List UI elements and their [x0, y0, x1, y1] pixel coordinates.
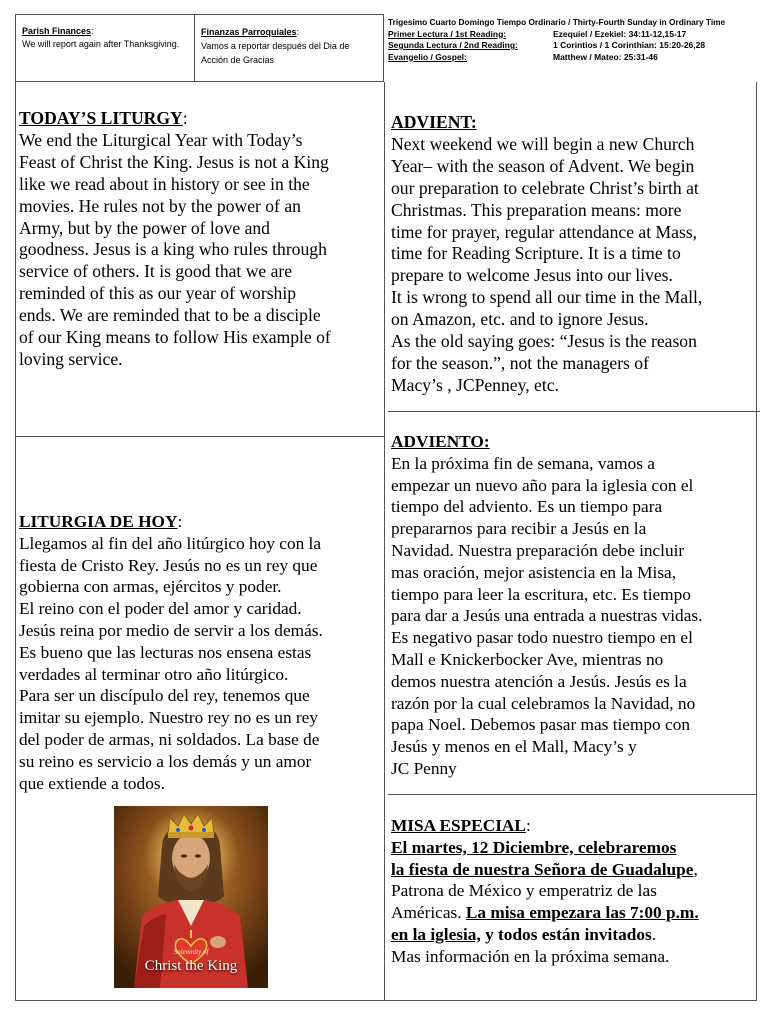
liturgy-en-line: ends. We are reminded that to be a disciple	[19, 305, 321, 326]
reading-1-ref: Ezequiel / Ezekiel: 34:11-12,15-17	[553, 28, 687, 39]
liturgy-en-line: loving service.	[19, 348, 123, 369]
misa-title: MISA ESPECIAL	[391, 816, 526, 835]
finances-es-title: Finanzas Parroquiales	[201, 27, 297, 37]
liturgy-es-line: su reino es servicio a los demás y un amor	[19, 751, 312, 771]
misa-time: La misa empezara las 7:00 p.m.	[465, 903, 699, 923]
liturgy-es-section: LITURGIA DE HOY: Llegamos al fin del año litúrgico hoy con la fiesta de Cristo Rey. Jesús no es un rey que gobierna con armas, ejércitos y poder. El reino con el poder del amor y caridad. Jesús reina por medio de servir a los demás. Es bueno que las lecturas nos ensena estas verdades al terminar otro año litúrgico. Para ser un discípulo del rey, tenemos que imitar su ejemplo. Nuestro rey no es un rey del poder de armas, ni soldados. La base de su reino es servicio a los demás y un amor que extiende a todos.	[19, 511, 384, 794]
advent-en-line: prepare to welcome Jesus into our lives.	[391, 265, 673, 286]
advent-es-line: Navidad. Nuestra preparación debe incluir	[391, 540, 685, 560]
reading-3-ref: Matthew / Mateo: 25:31-46	[553, 51, 658, 62]
advent-en-line: for the season.”, not the managers of	[391, 352, 649, 373]
advent-en-line: Next weekend we will begin a new Church	[391, 133, 695, 154]
finances-en-box: Parish Finances: We will report again after Thanksgiving.	[15, 14, 195, 82]
advent-es-line: empezar un nuevo año para la iglesia con el	[391, 475, 694, 495]
advent-es-line: mas oración, mejor asistencia en la Misa,	[391, 562, 677, 582]
misa-line: Mas información en la próxima semana.	[391, 946, 670, 966]
reading-3-label: Evangelio / Gospel:	[388, 51, 467, 62]
right-divider-2	[388, 794, 756, 795]
advent-es-line: En la próxima fin de semana, vamos a	[391, 453, 655, 473]
liturgy-es-line: Llegamos al fin del año litúrgico hoy con la	[19, 533, 322, 553]
advent-es-line: papa Noel. Debemos pasar mas tiempo con	[391, 715, 690, 735]
liturgy-en-line: We end the Liturgical Year with Today’s	[19, 129, 303, 150]
christ-the-king-image	[114, 806, 268, 988]
liturgy-es-line: que extiende a todos.	[19, 773, 165, 793]
advent-es-line: Mall e Knickerbocker Ave, mientras no	[391, 649, 664, 669]
finances-en-text: We will report again after Thanksgiving.	[22, 39, 180, 49]
readings-box	[388, 17, 763, 63]
liturgy-es-line: Es bueno que las lecturas nos ensena estas	[19, 642, 312, 662]
liturgy-es-line: fiesta de Cristo Rey. Jesús no es un rey que	[19, 555, 318, 575]
advent-es-section	[391, 431, 759, 780]
liturgy-en-line: goodness. Jesus is a king who rules through	[19, 239, 327, 260]
misa-section: MISA ESPECIAL: El martes, 12 Diciembre, celebraremos la fiesta de nuestra Señora de Guadalupe, Patrona de México y emperatriz de las Américas. La misa empezara las 7:00 p.m. en la iglesia, y todos están invitados. Mas información en la próxima semana.	[391, 815, 759, 968]
advent-en-line: on Amazon, etc. and to ignore Jesus.	[391, 309, 649, 330]
image-caption-small: Solemnity of	[173, 948, 209, 956]
advent-es-line: razón por la cual celebramos la Navidad, no	[391, 693, 696, 713]
finances-es-line2: Acción de Gracias	[201, 55, 275, 65]
advent-en-line: our preparation to celebrate Christ’s birth at	[391, 177, 699, 198]
left-border	[15, 82, 16, 1000]
liturgy-en-line: movies. He rules not by the power of an	[19, 195, 301, 216]
liturgy-en-line: service of others. It is good that we are	[19, 261, 293, 282]
liturgy-en-section: TODAY’S LITURGY: We end the Liturgical Year with Today’s Feast of Christ the King. Jesus is not a King like we read about in history or see in the movies. He rules not by the power of an Army, but by the power of love and goodness. Jesus is a king who rules through service of others. It is good that we are reminded of this as our year of worship ends. We are reminded that to be a disciple of our King means to follow His example of loving service.	[19, 108, 384, 371]
advent-es-title: ADVIENTO:	[391, 432, 490, 451]
advent-en-line: It is wrong to spend all our time in the Mall,	[391, 287, 703, 308]
reading-1-label: Primer Lectura / 1st Reading:	[388, 28, 507, 39]
liturgy-es-line: imitar su ejemplo. Nuestro rey no es un rey	[19, 708, 318, 728]
liturgy-en-line: Army, but by the power of love and	[19, 217, 270, 238]
reading-2-ref: 1 Corintios / 1 Corinthian: 15:20-26,28	[553, 40, 706, 50]
advent-en-line: Year– with the season of Advent. We begin	[391, 155, 695, 176]
bottom-border	[15, 1000, 757, 1001]
liturgy-en-line: like we read about in history or see in the	[19, 173, 310, 194]
liturgy-en-line: reminded of this as our year of worship	[19, 283, 297, 304]
finances-es-box: Finanzas Parroquiales: Vamos a reportar después del Dia de Acción de Gracias	[194, 14, 384, 82]
advent-en-section	[391, 112, 756, 397]
advent-en-line: Christmas. This preparation means: more	[391, 199, 682, 220]
finances-en-title: Parish Finances	[22, 26, 92, 36]
misa-line: Patrona de México y emperatriz de las	[391, 881, 657, 901]
advent-es-line: tiempo del adviento. Es un tiempo para	[391, 497, 663, 517]
image-caption-title: Christ the King	[144, 958, 238, 974]
advent-en-title: ADVIENT:	[391, 112, 477, 132]
liturgy-es-line: gobierna con armas, ejércitos y poder.	[19, 577, 282, 597]
liturgy-es-line: verdades al terminar otro año litúrgico.	[19, 664, 289, 684]
readings-heading: Trigesimo Cuarto Domingo Tiempo Ordinario / Thirty-Fourth Sunday in Ordinary Time	[388, 17, 726, 27]
misa-line: la fiesta de nuestra Señora de Guadalupe	[391, 859, 694, 879]
liturgy-en-title: TODAY’S LITURGY	[19, 108, 183, 128]
advent-en-line: time for prayer, regular attendance at Mass,	[391, 221, 698, 242]
advent-en-line: time for Reading Scripture. It is a time to	[391, 243, 681, 264]
advent-es-line: prepararnos para recibir a Jesús en la	[391, 519, 647, 539]
advent-es-line: Es negativo pasar todo nuestro tiempo en el	[391, 628, 693, 648]
left-mid-divider	[15, 436, 384, 437]
misa-place: en la iglesia,	[391, 924, 481, 944]
liturgy-es-title: LITURGIA DE HOY	[19, 512, 178, 531]
advent-en-line: As the old saying goes: “Jesus is the reason	[391, 331, 697, 352]
advent-es-line: demos nuestra atención a Jesús. Jesús es la	[391, 671, 687, 691]
advent-es-line: tiempo para leer la escritura, etc. Es tiempo	[391, 584, 691, 604]
advent-es-line: para dar a Jesús una entrada a nuestras vidas.	[391, 606, 703, 626]
liturgy-en-line: of our King means to follow His example of	[19, 327, 331, 348]
advent-en-line: Macy’s , JCPenney, etc.	[391, 374, 559, 395]
liturgy-es-line: del poder de armas, ni soldados. La base de	[19, 729, 320, 749]
reading-2-label: Segunda Lectura / 2nd Reading:	[388, 40, 518, 50]
liturgy-es-line: El reino con el poder del amor y caridad.	[19, 599, 302, 619]
center-divider	[384, 82, 385, 1000]
right-divider-1	[388, 411, 760, 412]
liturgy-en-line: Feast of Christ the King. Jesus is not a King	[19, 151, 329, 172]
liturgy-es-line: Jesús reina por medio de servir a los demás.	[19, 620, 323, 640]
advent-es-line: Jesús y menos en el Mall, Macy’s y	[391, 737, 637, 757]
misa-line: El martes, 12 Diciembre, celebraremos	[391, 837, 677, 857]
advent-es-line: JC Penny	[391, 758, 457, 778]
liturgy-es-line: Para ser un discípulo del rey, tenemos que	[19, 686, 310, 706]
finances-es-line1: Vamos a reportar después del Dia de	[201, 41, 350, 51]
